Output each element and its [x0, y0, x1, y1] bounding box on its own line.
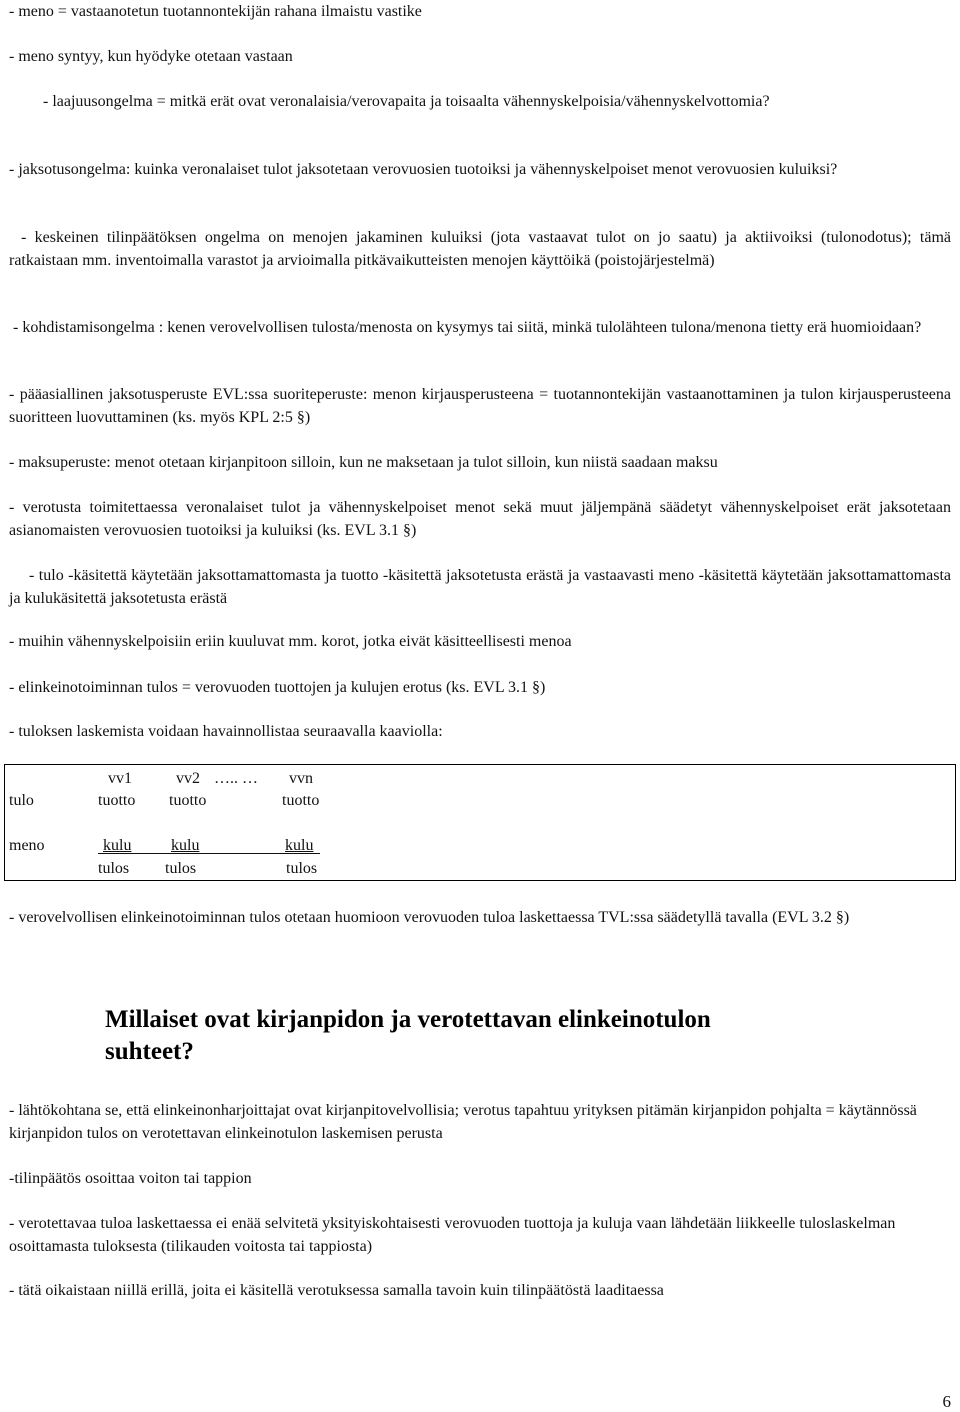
diagram-year-n: vvn — [289, 770, 313, 787]
diagram-tulos-1: tulos — [98, 860, 130, 877]
diagram-tulos-n: tulos — [286, 860, 318, 877]
diagram-tuotto-n: tuotto — [282, 792, 320, 809]
paragraph-profit-or-loss: -tilinpäätös osoittaa voiton tai tappion — [9, 1170, 252, 1187]
paragraph-tvl-reference: - verovelvollisen elinkeinotoiminnan tulos otetaan huomioon verovuoden tuloa laskettaessa TVL:ssa säädetyllä tavalla (EVL 3.2 §) — [9, 909, 850, 926]
paragraph-main-basis: - pääasiallinen jaksotusperuste EVL:ssa suoriteperuste: menon kirjausperusteena = tuotannontekijän vastaanottaminen ja tulon kirjausperusteena suoritteen luovuttaminen (ks. myös KPL 2:5 §) — [9, 386, 951, 426]
page-number: 6 — [942, 1392, 951, 1411]
paragraph-concepts: - tulo -käsitettä käytetään jaksottamattomasta ja tuotto -käsitettä jaksotetusta erästä ja vastaavasti meno -käsitettä käytetään jaksottamattomasta ja kulukäsitettä jaksotetusta erästä — [9, 567, 951, 607]
diagram-tulos-2: tulos — [165, 860, 197, 877]
paragraph-taxable-income: - verotettavaa tuloa laskettaessa ei enää selvitetä yksityiskohtaisesti verovuoden tuottoja ja kuluja vaan lähdetään liikkeelle tuloslaskelman osoittamasta tuloksesta (tilikauden voitosta tai tappiosta) — [9, 1215, 896, 1255]
diagram-year-2: vv2 — [176, 770, 200, 787]
paragraph-meno-definition: - meno = vastaanotetun tuotannontekijän rahana ilmaistu vastike — [9, 3, 422, 20]
paragraph-scope-problem: - laajuusongelma = mitkä erät ovat veronalaisia/verovapaita ja toisaalta vähennyskelpoisia/vähennyskelvottomia? — [43, 93, 770, 110]
paragraph-diagram-intro: - tuloksen laskemista voidaan havainnollistaa seuraavalla kaaviolla: — [9, 723, 443, 740]
paragraph-periodization-problem: - jaksotusongelma: kuinka veronalaiset tulot jaksotetaan verovuosien tuotoiksi ja vähennyskelpoiset menot verovuosien kuluiksi? — [9, 161, 838, 178]
diagram-tuotto-2: tuotto — [169, 792, 207, 809]
diagram-ellipsis: ….. … — [214, 770, 258, 787]
paragraph-taxation-periodization: - verotusta toimitettaessa veronalaiset tulot ja vähennyskelpoiset menot sekä muut jäljempänä säädetyt vähennyskelpoiset erät jaksotetaan asianomaisten verovuosien tuotoiksi ja kuluiksi (ks. EVL 3.1 §) — [9, 499, 951, 539]
diagram-kulu-2: kulu — [171, 837, 200, 854]
paragraph-adjustments: - tätä oikaistaan niillä erillä, joita ei käsitellä verotuksessa samalla tavoin kuin tilinpäätöstä laaditaessa — [9, 1282, 664, 1299]
diagram-kulu-n: kulu — [285, 837, 314, 854]
diagram-year-1: vv1 — [108, 770, 132, 787]
paragraph-financial-statement-problem: - keskeinen tilinpäätöksen ongelma on menojen jakaminen kuluiksi (jota vastaavat tulot on jo saatu) ja aktiivoiksi (tulonodotus); tämä ratkaistaan mm. inventoimalla varastot ja arvioimalla pitkävaikutteisten menojen käyttöikä (poistojärjestelmä) — [9, 229, 951, 269]
paragraph-other-deductibles: - muihin vähennyskelpoisiin eriin kuuluvat mm. korot, jotka eivät käsitteellisesti menoa — [9, 633, 572, 650]
paragraph-meno-timing: - meno syntyy, kun hyödyke otetaan vastaan — [9, 48, 293, 65]
paragraph-business-result: - elinkeinotoiminnan tulos = verovuoden tuottojen ja kulujen erotus (ks. EVL 3.1 §) — [9, 679, 546, 696]
diagram-sum-line — [98, 853, 320, 854]
result-diagram-box — [4, 764, 956, 881]
diagram-row-label-tulo: tulo — [9, 792, 34, 809]
paragraph-cash-basis: - maksuperuste: menot otetaan kirjanpitoon silloin, kun ne maksetaan ja tulot silloin, kun niistä saadaan maksu — [9, 454, 718, 471]
diagram-tuotto-1: tuotto — [98, 792, 136, 809]
section-heading: Millaiset ovat kirjanpidon ja verotettavan elinkeinotulon suhteet? — [105, 1006, 711, 1065]
diagram-kulu-1: kulu — [103, 837, 132, 854]
diagram-row-label-meno: meno — [9, 837, 45, 854]
paragraph-starting-point: - lähtökohtana se, että elinkeinonharjoittajat ovat kirjanpitovelvollisia; verotus tapahtuu yrityksen pitämän kirjanpidon pohjalta = käytännössä kirjanpidon tulos on verotettavan elinkeinotulon laskemisen perusta — [9, 1102, 917, 1142]
paragraph-allocation-problem: - kohdistamisongelma : kenen verovelvollisen tulosta/menosta on kysymys tai siitä, minkä tulolähteen tulona/menona tietty erä huomioidaan? — [13, 319, 922, 336]
